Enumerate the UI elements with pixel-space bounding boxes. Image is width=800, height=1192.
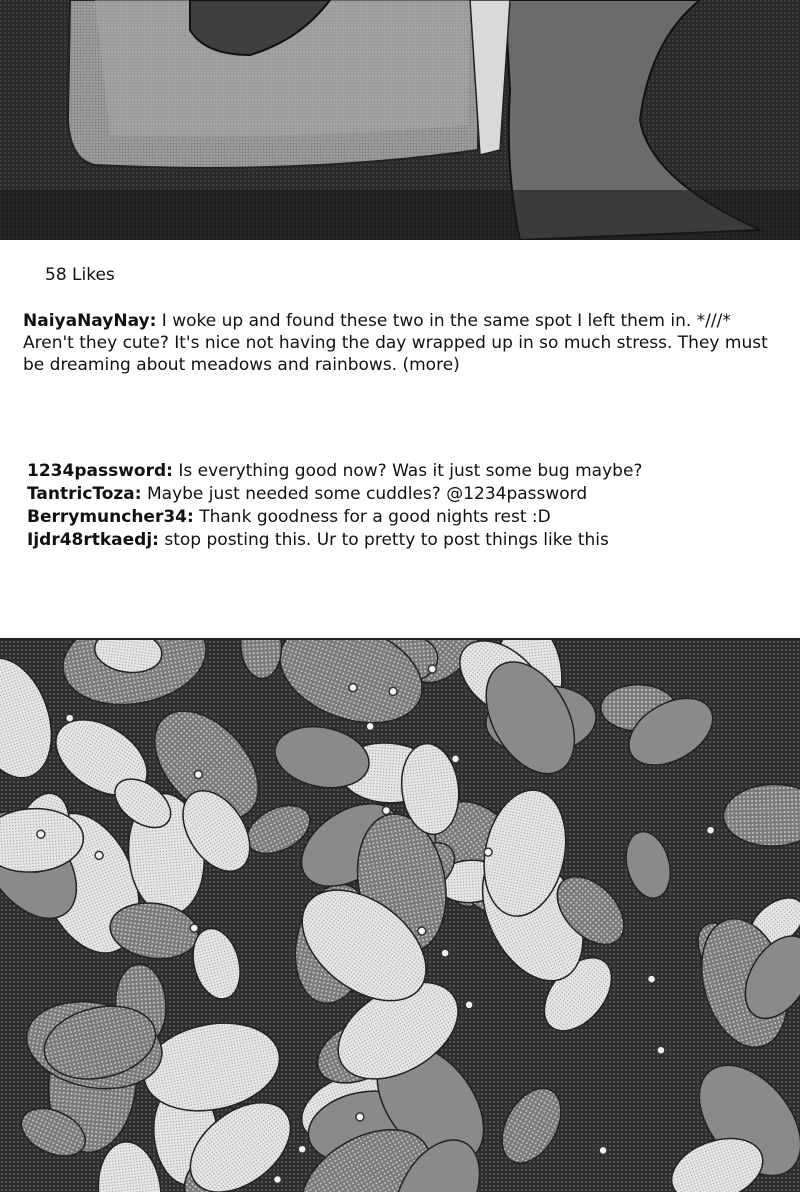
flower-center [707, 826, 715, 834]
likes-count[interactable]: 58 Likes [45, 265, 115, 285]
comment-text: Thank goodness for a good nights rest :D [193, 507, 551, 527]
comment-item [27, 483, 787, 506]
flower-center [484, 848, 492, 856]
flower-center [37, 830, 45, 838]
comment-username[interactable]: Berrymuncher34: [27, 507, 194, 527]
caption-text: I woke up and found these two in the same spot I left them in. *///* Aren't they cute? It's nice not having the day wrapped up in so much stress. They must be dreaming about meadows and rainbows. (more) [23, 311, 768, 375]
flower-center [599, 1146, 607, 1154]
comment-item [27, 506, 787, 529]
flower-center [452, 755, 460, 763]
comment-username[interactable]: TantricToza: [27, 484, 142, 504]
comment-item [27, 460, 787, 483]
flower-center [194, 771, 202, 779]
flower-center [274, 1176, 282, 1184]
flower-center [418, 927, 426, 935]
flower-center [648, 975, 656, 983]
comment-text: Maybe just needed some cuddles? @1234password [141, 484, 588, 504]
post-caption [23, 310, 773, 376]
flower-center [657, 1046, 665, 1054]
comment-item [27, 529, 787, 552]
flower-center [349, 684, 357, 692]
caption-username[interactable]: NaiyaNayNay: [23, 311, 157, 331]
flower-center [389, 687, 397, 695]
flower-center [66, 714, 74, 722]
comment-list [27, 460, 787, 552]
post-photo-flowers[interactable] [0, 638, 800, 1192]
flower-center [428, 665, 436, 673]
flower-center [95, 851, 103, 859]
flower-center [441, 949, 449, 957]
flower-center [298, 1145, 306, 1153]
comment-username[interactable]: 1234password: [27, 461, 173, 481]
post-photo-top[interactable] [0, 0, 800, 240]
flower-center [366, 722, 374, 730]
comment-text: stop posting this. Ur to pretty to post things like this [158, 530, 609, 550]
flower-center [190, 924, 198, 932]
comment-text: Is everything good now? Was it just some bug maybe? [172, 461, 643, 481]
flower-center [465, 1001, 473, 1009]
flower-center [382, 807, 390, 815]
flower-center [356, 1113, 364, 1121]
comment-username[interactable]: Ijdr48rtkaedj: [27, 530, 159, 550]
